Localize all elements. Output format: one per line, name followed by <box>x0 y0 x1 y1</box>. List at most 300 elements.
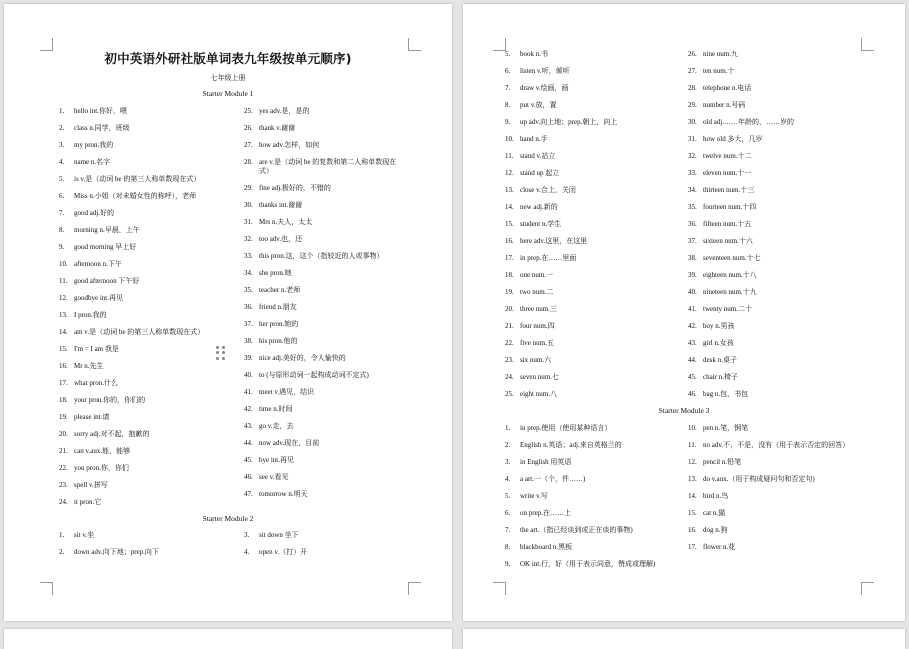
entry-number: 16. <box>505 237 514 245</box>
word-entry <box>688 339 858 348</box>
entry-number: 15. <box>688 509 697 517</box>
entry-text: sit v.坐 <box>74 531 95 539</box>
entry-text: her pron.她的 <box>259 320 299 328</box>
word-entry <box>505 560 685 569</box>
word-entry <box>59 362 239 371</box>
word-entry <box>688 135 858 144</box>
entry-text: five num.五 <box>520 339 554 347</box>
entry-number: 46. <box>244 473 253 481</box>
entry-text: fifteen num.十五 <box>703 220 752 228</box>
word-entry <box>244 124 404 133</box>
entry-text: seventeen num.十七 <box>703 254 761 262</box>
entry-text: what pron.什么 <box>74 379 118 387</box>
entry-text: friend n.朋友 <box>259 303 297 311</box>
entry-number: 7. <box>505 84 511 92</box>
entry-number: 30. <box>244 201 253 209</box>
entry-number: 6. <box>505 67 511 75</box>
entry-number: 19. <box>59 413 68 421</box>
entry-text: now adv.现在，目前 <box>259 439 320 447</box>
entry-number: 15. <box>505 220 514 228</box>
word-list-column <box>505 424 685 577</box>
word-entry <box>688 220 858 229</box>
word-entry <box>244 371 404 380</box>
word-list-column <box>688 424 848 560</box>
word-entry <box>688 67 858 76</box>
entry-number: 9. <box>505 560 511 568</box>
crop-mark <box>40 582 53 595</box>
word-entry <box>505 373 685 382</box>
word-entry <box>244 184 404 193</box>
entry-text: here adv.这里，在这里 <box>520 237 588 245</box>
word-entry <box>59 260 239 269</box>
entry-number: 7. <box>505 526 511 534</box>
entry-number: 32. <box>244 235 253 243</box>
word-entry <box>505 339 685 348</box>
word-entry <box>688 543 848 552</box>
entry-text: good afternoon 下午好 <box>74 277 140 285</box>
entry-number: 24. <box>505 373 514 381</box>
entry-text: listen v.听，倾听 <box>520 67 570 75</box>
word-entry <box>688 271 858 280</box>
entry-number: 7. <box>59 209 65 217</box>
section-heading-starter-module-2: Starter Module 2 <box>202 514 254 523</box>
entry-text: nineteen num.十九 <box>703 288 757 296</box>
word-entry <box>244 531 404 540</box>
document-page-3 <box>4 629 452 649</box>
entry-text: fine adj.极好的，不错的 <box>259 184 331 192</box>
entry-text: one num.一 <box>520 271 554 279</box>
word-entry <box>59 158 239 167</box>
word-entry <box>59 430 239 439</box>
entry-text: two num.二 <box>520 288 554 296</box>
entry-number: 45. <box>688 373 697 381</box>
entry-number: 28. <box>244 158 253 166</box>
entry-number: 20. <box>505 305 514 313</box>
entry-number: 2. <box>505 441 511 449</box>
word-entry <box>505 526 685 535</box>
word-entry <box>244 158 404 176</box>
word-entry <box>505 543 685 552</box>
word-entry <box>59 531 239 540</box>
entry-text: hand n.手 <box>520 135 548 143</box>
entry-text: eight num.八 <box>520 390 557 398</box>
word-entry <box>244 235 404 244</box>
entry-number: 30. <box>688 118 697 126</box>
word-entry <box>59 548 239 557</box>
entry-text: bird n.鸟 <box>703 492 729 500</box>
word-list-column <box>688 50 858 407</box>
word-entry <box>59 396 239 405</box>
crop-mark <box>493 582 506 595</box>
word-entry <box>688 458 848 467</box>
entry-text: teacher n.老师 <box>259 286 301 294</box>
entry-text: I pron.我的 <box>74 311 107 319</box>
word-entry <box>59 464 239 473</box>
document-page-1 <box>4 4 452 621</box>
entry-number: 23. <box>505 356 514 364</box>
entry-number: 10. <box>59 260 68 268</box>
entry-text: chair n.椅子 <box>703 373 738 381</box>
entry-number: 25. <box>505 390 514 398</box>
entry-number: 1. <box>59 107 65 115</box>
word-entry <box>505 424 685 433</box>
document-page-2 <box>463 4 905 621</box>
entry-number: 41. <box>688 305 697 313</box>
word-entry <box>505 356 685 365</box>
entry-number: 16. <box>688 526 697 534</box>
word-entry <box>244 218 404 227</box>
word-entry <box>59 413 239 422</box>
entry-number: 27. <box>688 67 697 75</box>
word-entry <box>688 322 858 331</box>
section-heading-starter-module-1: Starter Module 1 <box>202 89 254 98</box>
entry-text: down adv.向下地；prep.向下 <box>74 548 159 556</box>
section-heading-starter-module-3: Starter Module 3 <box>658 406 710 415</box>
entry-text: number n.号码 <box>703 101 746 109</box>
entry-text: cat n.猫 <box>703 509 726 517</box>
entry-text: English n.英语；adj.来自英格兰的 <box>520 441 622 449</box>
entry-number: 40. <box>244 371 253 379</box>
entry-text: spell v.拼写 <box>74 481 108 489</box>
entry-number: 2. <box>59 548 65 556</box>
entry-number: 18. <box>505 271 514 279</box>
entry-number: 11. <box>688 441 697 449</box>
entry-text: boy n.男孩 <box>703 322 735 330</box>
entry-number: 17. <box>59 379 68 387</box>
entry-number: 12. <box>688 458 697 466</box>
entry-text: Mr n.先生 <box>74 362 104 370</box>
entry-number: 47. <box>244 490 253 498</box>
entry-number: 3. <box>59 141 65 149</box>
entry-text: you pron.你，你们 <box>74 464 129 472</box>
entry-text: am v.是（动词 be 的第三人称单数现在式） <box>74 328 205 336</box>
entry-number: 20. <box>59 430 68 438</box>
entry-number: 36. <box>688 220 697 228</box>
entry-text: ten num.十 <box>703 67 735 75</box>
entry-number: 46. <box>688 390 697 398</box>
word-entry <box>505 509 685 518</box>
entry-number: 23. <box>59 481 68 489</box>
entry-text: bye int.再见 <box>259 456 294 464</box>
entry-text: class n.同学，班级 <box>74 124 130 132</box>
entry-number: 24. <box>59 498 68 506</box>
word-entry <box>244 286 404 295</box>
entry-text: six num.六 <box>520 356 552 364</box>
entry-text: my pron.我的 <box>74 141 114 149</box>
entry-text: name n.名字 <box>74 158 111 166</box>
word-entry <box>244 354 404 363</box>
word-list-column <box>59 107 239 515</box>
word-entry <box>505 305 685 314</box>
word-entry <box>688 424 848 433</box>
entry-number: 9. <box>505 118 511 126</box>
word-entry <box>59 107 239 116</box>
word-entry <box>59 345 239 354</box>
entry-number: 5. <box>505 492 511 500</box>
entry-number: 39. <box>688 271 697 279</box>
entry-number: 37. <box>244 320 253 328</box>
word-entry <box>688 390 858 399</box>
word-entry <box>688 288 858 297</box>
grade-subtitle: 七年级上册 <box>210 74 246 82</box>
entry-number: 11. <box>505 152 514 160</box>
entry-number: 34. <box>244 269 253 277</box>
entry-text: good adj.好的 <box>74 209 115 217</box>
entry-text: I'm = I am 我是 <box>74 345 119 353</box>
entry-text: bag n.包，书包 <box>703 390 749 398</box>
entry-number: 25. <box>244 107 253 115</box>
word-entry <box>688 509 848 518</box>
entry-number: 16. <box>59 362 68 370</box>
entry-text: meet v.遇见，结识 <box>259 388 315 396</box>
entry-text: open v.（打）开 <box>259 548 308 556</box>
word-entry <box>505 288 685 297</box>
entry-text: old adj.……年龄的，……岁的 <box>703 118 794 126</box>
word-entry <box>688 118 858 127</box>
entry-text: draw v.绘画，画 <box>520 84 569 92</box>
word-entry <box>244 337 404 346</box>
entry-number: 29. <box>688 101 697 109</box>
entry-number: 22. <box>59 464 68 472</box>
entry-text: time n.时间 <box>259 405 293 413</box>
entry-text: fourteen num.十四 <box>703 203 757 211</box>
word-entry <box>505 271 685 280</box>
entry-text: his pron.他的 <box>259 337 298 345</box>
word-entry <box>505 118 685 127</box>
entry-number: 14. <box>688 492 697 500</box>
entry-number: 31. <box>688 135 697 143</box>
word-entry <box>505 186 685 195</box>
entry-text: eleven num.十一 <box>703 169 752 177</box>
entry-number: 8. <box>505 101 511 109</box>
word-entry <box>505 390 685 399</box>
word-entry <box>59 447 239 456</box>
word-entry <box>505 475 685 484</box>
entry-number: 42. <box>244 405 253 413</box>
word-entry <box>688 441 848 450</box>
entry-text: seven num.七 <box>520 373 559 381</box>
entry-number: 2. <box>59 124 65 132</box>
word-entry <box>244 473 404 482</box>
entry-number: 40. <box>688 288 697 296</box>
entry-number: 44. <box>244 439 253 447</box>
entry-text: hello int.你好，喂 <box>74 107 127 115</box>
entry-text: morning n.早晨，上午 <box>74 226 140 234</box>
entry-number: 41. <box>244 388 253 396</box>
entry-text: to (与原形动词一起构成动词不定式) <box>259 371 369 379</box>
entry-text: twenty num.二十 <box>703 305 752 313</box>
document-title: 初中英语外研社版单词表九年级按单元顺序) <box>104 51 352 66</box>
entry-text: girl n.女孩 <box>703 339 734 347</box>
entry-text: close v.合上，关闭 <box>520 186 576 194</box>
entry-text: up adv.向上地；prep.朝上，向上 <box>520 118 618 126</box>
word-entry <box>59 141 239 150</box>
entry-number: 32. <box>688 152 697 160</box>
entry-text: sorry adj.对不起，抱歉的 <box>74 430 150 438</box>
entry-number: 35. <box>688 203 697 211</box>
entry-number: 5. <box>505 50 511 58</box>
word-entry <box>505 441 685 450</box>
word-entry <box>688 152 858 161</box>
word-entry <box>244 439 404 448</box>
entry-number: 39. <box>244 354 253 362</box>
entry-number: 21. <box>59 447 68 455</box>
entry-number: 3. <box>244 531 250 539</box>
word-entry <box>59 175 239 184</box>
word-entry <box>688 203 858 212</box>
entry-number: 21. <box>505 322 514 330</box>
word-entry <box>59 277 239 286</box>
word-entry <box>244 490 404 499</box>
word-entry <box>59 294 239 303</box>
word-list-column <box>244 531 404 565</box>
word-entry <box>59 498 239 507</box>
entry-number: 43. <box>244 422 253 430</box>
drag-handle-icon[interactable] <box>216 346 226 360</box>
entry-text: four num.四 <box>520 322 555 330</box>
word-entry <box>59 243 239 252</box>
entry-number: 37. <box>688 237 697 245</box>
word-entry <box>688 237 858 246</box>
word-entry <box>505 101 685 110</box>
word-entry <box>505 50 685 59</box>
entry-text: how old 多大，几岁 <box>703 135 763 143</box>
entry-number: 34. <box>688 186 697 194</box>
entry-text: stand up 起立 <box>520 169 560 177</box>
word-entry <box>59 192 239 201</box>
entry-number: 10. <box>688 424 697 432</box>
entry-text: tomorrow n.明天 <box>259 490 308 498</box>
word-entry <box>688 492 848 501</box>
document-page-4 <box>463 629 905 649</box>
word-entry <box>244 252 404 261</box>
entry-text: put v.放，置 <box>520 101 557 109</box>
entry-number: 9. <box>59 243 65 251</box>
entry-number: 13. <box>59 311 68 319</box>
entry-text: pencil n.铅笔 <box>703 458 742 466</box>
entry-number: 4. <box>505 475 511 483</box>
entry-number: 45. <box>244 456 253 464</box>
entry-number: 26. <box>688 50 697 58</box>
entry-number: 14. <box>505 203 514 211</box>
entry-number: 4. <box>244 548 250 556</box>
word-entry <box>688 84 858 93</box>
entry-text: telephone n.电话 <box>703 84 752 92</box>
entry-number: 33. <box>688 169 697 177</box>
entry-text: book n.书 <box>520 50 548 58</box>
word-entry <box>505 67 685 76</box>
word-entry <box>688 186 858 195</box>
entry-number: 6. <box>505 509 511 517</box>
word-entry <box>244 422 404 431</box>
entry-number: 12. <box>59 294 68 302</box>
word-entry <box>505 322 685 331</box>
entry-text: yes adv.是，是的 <box>259 107 310 115</box>
word-entry <box>505 203 685 212</box>
word-entry <box>505 84 685 93</box>
entry-number: 8. <box>59 226 65 234</box>
entry-text: goodbye int.再见 <box>74 294 123 302</box>
entry-text: sixteen num.十六 <box>703 237 753 245</box>
word-entry <box>244 141 404 150</box>
word-entry <box>59 124 239 133</box>
word-entry <box>505 169 685 178</box>
entry-text: in prep.使用（使用某种语言） <box>520 424 612 432</box>
entry-text: nice adj.美好的，令人愉快的 <box>259 354 346 362</box>
entry-text: nine num.九 <box>703 50 738 58</box>
entry-text: Mrs n.夫人，太太 <box>259 218 313 226</box>
entry-number: 18. <box>59 396 68 404</box>
word-entry <box>688 475 848 484</box>
word-entry <box>505 152 685 161</box>
entry-number: 11. <box>59 277 68 285</box>
entry-text: blackboard n.黑板 <box>520 543 573 551</box>
entry-text: flower n.花 <box>703 543 736 551</box>
entry-text: no adv.不，不是，没有（用于表示否定的回答） <box>703 441 850 449</box>
entry-text: how adv.怎样，如何 <box>259 141 320 149</box>
entry-number: 27. <box>244 141 253 149</box>
word-entry <box>505 492 685 501</box>
entry-number: 17. <box>688 543 697 551</box>
entry-text: too adv.也，还 <box>259 235 303 243</box>
entry-number: 15. <box>59 345 68 353</box>
entry-number: 44. <box>688 356 697 364</box>
word-entry <box>688 373 858 382</box>
entry-text: see v.看见 <box>259 473 289 481</box>
word-entry <box>59 481 239 490</box>
entry-text: can v.aux.能，能够 <box>74 447 131 455</box>
word-list-column <box>59 531 239 565</box>
entry-text: dog n.狗 <box>703 526 728 534</box>
entry-text: student n.学生 <box>520 220 562 228</box>
word-entry <box>244 107 404 116</box>
entry-number: 13. <box>688 475 697 483</box>
entry-number: 1. <box>505 424 511 432</box>
entry-number: 13. <box>505 186 514 194</box>
entry-number: 6. <box>59 192 65 200</box>
entry-number: 17. <box>505 254 514 262</box>
entry-text: is v.是（动词 be 的第三人称单数现在式） <box>74 175 201 183</box>
crop-mark <box>861 582 874 595</box>
entry-text: pen n.笔，钢笔 <box>703 424 749 432</box>
entry-text: afternoon n.下午 <box>74 260 122 268</box>
entry-number: 35. <box>244 286 253 294</box>
entry-text: good morning 早上好 <box>74 243 137 251</box>
entry-text: write v.写 <box>520 492 548 500</box>
entry-number: 29. <box>244 184 253 192</box>
word-entry <box>505 135 685 144</box>
word-entry <box>244 303 404 312</box>
entry-number: 38. <box>244 337 253 345</box>
word-entry <box>244 456 404 465</box>
entry-text: new adj.新的 <box>520 203 558 211</box>
crop-mark <box>408 582 421 595</box>
word-entry <box>688 254 858 263</box>
entry-text: she pron.她 <box>259 269 292 277</box>
entry-number: 4. <box>59 158 65 166</box>
entry-number: 26. <box>244 124 253 132</box>
entry-text: in prep.在……里面 <box>520 254 577 262</box>
entry-text: desk n.桌子 <box>703 356 737 364</box>
word-entry <box>244 405 404 414</box>
word-entry <box>688 356 858 365</box>
crop-mark <box>861 38 874 51</box>
entry-number: 36. <box>244 303 253 311</box>
entry-text: sit down 坐下 <box>259 531 299 539</box>
entry-text: Miss n.小姐（对未婚女性的称呼），老师 <box>74 192 197 200</box>
entry-number: 3. <box>505 458 511 466</box>
word-entry <box>244 320 404 329</box>
